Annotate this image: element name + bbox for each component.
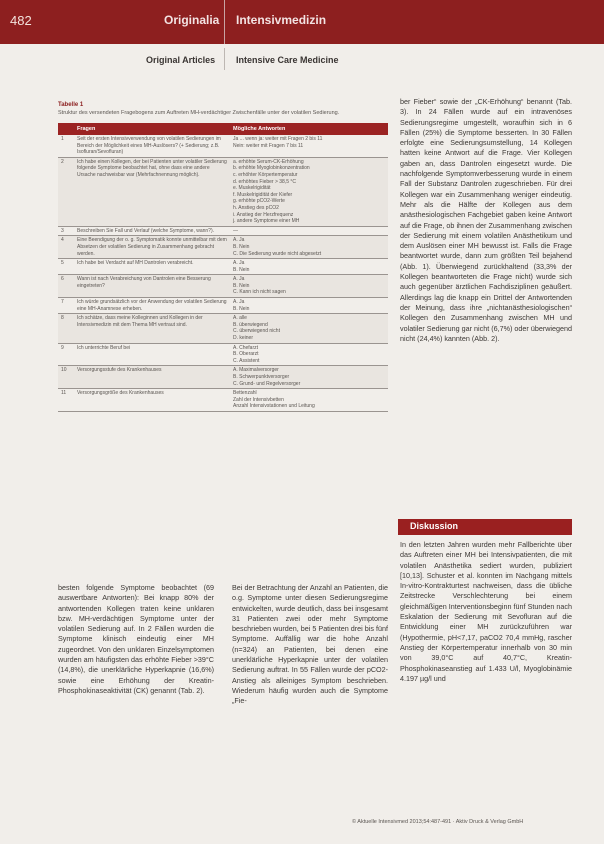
row-question: Beschreiben Sie Fall und Verlauf (welche Symptome, wann?). (74, 226, 230, 236)
paragraph: In den letzten Jahren wurden mehr Fallberichte über das Auftreten einer MH bei Intensivpatienten, die mit volatilen Anästhetika sediert wurden, publiziert [10,13]. Schuster et al. konnten im Nachgang mittels In-vitro-Kontrakturtest nachweisen, dass die übliche Zeitstrecke Verschlechterung bei einem gleichmäßigen Interventionsbeginn fünf Stunden nach Eskalation der Sedierung mit Sevofluran auf die Entwicklung einer MH zurückzuführen war (Hypothermie, pH<7,17, paCO2 70,4 mmHg, rascher Anstieg der Körpertemperatur innerhalb von 30 min von 39,0°C auf 40,7°C, Kreatin-Phosphokinaseanstieg auf 1.433 U/l, Myoglobinämie 4.197 µg/l und (400, 540, 572, 683)
table-row (58, 314, 388, 343)
table-header-questions: Fragen (74, 123, 230, 135)
table-body (58, 135, 388, 411)
row-number: 9 (58, 343, 74, 366)
row-answers: A. Ja B. Nein C. Die Sedierung wurde nicht abgesetzt (230, 236, 388, 259)
table-row (58, 226, 388, 236)
table-row (58, 259, 388, 275)
table-caption: Tabelle 1 (58, 102, 84, 108)
subheader-right: Intensive Care Medicine (236, 55, 339, 65)
row-question: Ich habe bei Verdacht auf MH Dantrolen verabreicht. (74, 259, 230, 275)
text-column-right-top (400, 97, 572, 344)
row-number: 2 (58, 157, 74, 226)
section-heading-discussion (398, 519, 572, 535)
paragraph: Bei der Betrachtung der Anzahl an Patienten, die o.g. Symptome unter diesen Sedierungsregime entwickelten, wurde deutlich, dass bei insgesamt 31 Patienten zwei oder mehr Symptome beschrieben wurden, bei 5 Patienten drei bis fünf Symptome. Auffällig war die hohe Anzahl (n=324) an Patienten, bei denen eine unerklärliche Hyperkapnie unter der volatilen Sedierung auftrat. In 55 Fällen wurde der pCO2-Anstieg als alleiniges Symptom beschrieben. Wiederum häufig wurden auch die Symptome „Fie- (232, 583, 388, 706)
row-question: Ich habe einen Kollegen, der bei Patienten unter volatiler Sedierung folgende Symptome beobachtet hat, ohne dass eine andere Ursache nachweisbar war (Mehrfachnennung möglich). (74, 157, 230, 226)
row-number: 1 (58, 135, 74, 157)
row-question: Versorgungsgröße des Krankenhauses (74, 389, 230, 412)
table-row (58, 366, 388, 389)
table-header-number (58, 123, 74, 135)
row-answers: A. Ja B. Nein (230, 298, 388, 314)
row-question: Versorgungsstufe des Krankenhauses (74, 366, 230, 389)
row-question: Ich würde grundsätzlich vor der Anwendung der volatilen Sedierung eine MH-Anamnese erheben. (74, 298, 230, 314)
page-footer: © Aktuelle Intensivmed 2013;54:487-491 · Aktiv Druck & Verlag GmbH (352, 819, 524, 825)
subheader-divider (224, 48, 225, 70)
row-question: Eine Beendigung der o. g. Symptomatik konnte unmittelbar mit dem Absetzen der volatilen Sedierung in Zusammenhang gebracht werden. (74, 236, 230, 259)
row-question: Ich schätze, dass meine Kolleginnen und Kollegen in der Intensivmedizin mit dem Thema MH vertraut sind. (74, 314, 230, 343)
row-answers: A. Chefarzt B. Oberarzt C. Assistent (230, 343, 388, 366)
row-number: 3 (58, 226, 74, 236)
paragraph: ber Fieber“ sowie der „CK-Erhöhung“ benannt (Tab. 3). In 24 Fällen wurde auf ein intravenöses Sedierungsregime umgestellt, woraufhin sich in 6 Fällen (25%) die Symptome besserten. In 30 Fällen erfolgte eine Sedierungsumstellung, 14 Kollegen hatten keine Antwort auf die Frage. Vier Kollegen gaben an, dass Dantrolen eingesetzt wurde. Die nachfolgende Symptomverbesserung wurde in einem Fall der Substanz Dantrolen zugeschrieben. Für drei Kollegen war ein Zusammenhang weniger eindeutig. Mehr als die Hälfte der Kollegen aus dem anästhesiologischen Fachgebiet gaben keine Antwort auf die Frage, ob ihnen der Zusammenhang zwischen der Sedierung mit einem volatilen Anästhetikum und dem Auslösen einer MH bewusst ist. Falls die Frage beantwortet wurde, dann zum größten Teil bejahend (Abb. 1). Überwiegend zurückhaltend (33,3% der Kollegen beantworteten die Frage nicht) wurde sich auch gegenüber ärztlichen Fachdisziplinen geäußert. Allerdings lag die knapp ein Drittel der Antwortenden der Meinung, dass ihre „nichtanästhesiologischen“ Kollegen den Zusammenhang zwischen MH und volatiler Sedierung gar nicht (6,7%) oder überwiegend nicht (24,4%) kannten (Abb. 2). (400, 97, 572, 343)
table-row (58, 389, 388, 412)
row-number: 5 (58, 259, 74, 275)
category-label: Intensivmedizin (236, 13, 327, 27)
row-number: 10 (58, 366, 74, 389)
row-answers: A. Maximalversorger B. Schwerpunktversorger C. Grund- und Regelversorger (230, 366, 388, 389)
row-number: 7 (58, 298, 74, 314)
table-row (58, 343, 388, 366)
text-column-middle (232, 583, 388, 707)
row-question: Wann ist nach Verabreichung von Dantrolen eine Besserung eingetreten? (74, 275, 230, 298)
page-number: 482 (10, 13, 32, 28)
row-number: 6 (58, 275, 74, 298)
table-row (58, 298, 388, 314)
table-description: Struktur des versendeten Fragebogens zum Auftreten MH-verdächtiger Zwischenfälle unter der volatilen Sedierung. (58, 110, 340, 116)
row-answers: A. Ja B. Nein C. Kann ich nicht sagen (230, 275, 388, 298)
row-number: 8 (58, 314, 74, 343)
row-number: 4 (58, 236, 74, 259)
section-heading-text: Diskussion (410, 521, 459, 531)
row-number: 11 (58, 389, 74, 412)
row-answers: A. Ja B. Nein (230, 259, 388, 275)
paragraph: besten folgende Symptome beobachtet (69 auswertbare Antworten): Bei knapp 80% der antwortenden Kollegen traten keine unklaren bzw. MH-verdächtigen Symptome unter der volatilen Sedierung auf. In 2 Fällen wurden die Symptome klinisch eindeutig einer MH zugeordnet. Von den unklaren Einzelsymptomen wurden am häufigsten das erhöhte Fieber >39°C (14,8%), die unerklärliche Hyperkapnie (16,6%) sowie eine Erhöhung der Kreatin-Phosphokinaseaktivität (CK) genannt (Tab. 2). (58, 583, 214, 695)
row-question: Seit der ersten Intensivverwendung von volatilen Sedierungen im Bereich der Möglichkeit eines MH-Auslösers? (+ Sedierung; z.B. Isofluran/Sevofluran) (74, 135, 230, 157)
table-row (58, 275, 388, 298)
row-answers: — (230, 226, 388, 236)
table-1 (58, 102, 388, 412)
section-label: Originalia (164, 13, 220, 27)
text-column-left (58, 583, 214, 696)
row-question: Ich unterrichte Beruf bei (74, 343, 230, 366)
header-divider (224, 0, 225, 44)
text-column-right-bottom (400, 540, 572, 684)
table-header-answers: Mögliche Antworten (230, 123, 388, 135)
table-row (58, 135, 388, 157)
questionnaire-table (58, 123, 388, 412)
row-answers: Ja ... wenn ja: weiter mit Fragen 2 bis 11 Nein: weiter mit Fragen 7 bis 11 (230, 135, 388, 157)
row-answers: A. alle B. überwiegend C. überwiegend nicht D. keiner (230, 314, 388, 343)
table-row (58, 236, 388, 259)
row-answers: Bettenzahl Zahl der Intensivbetten Anzahl Intensivstationen und Leitung (230, 389, 388, 412)
page-header (0, 0, 604, 44)
table-row (58, 157, 388, 226)
subheader-left: Original Articles (146, 55, 216, 65)
row-answers: a. erhöhte Serum-CK-Erhöhung b. erhöhte Myoglobinkonzentration c. erhöhter Körpertemperatur d. erhöhtes Fieber > 38,5 °C e. Muskelrigidität f. Muskelrigidität der Kiefer g. erhöhte pCO2-Werte h. Anstieg des pCO2 i. Anstieg der Herzfrequenz j. andere Symptome einer MH (230, 157, 388, 226)
